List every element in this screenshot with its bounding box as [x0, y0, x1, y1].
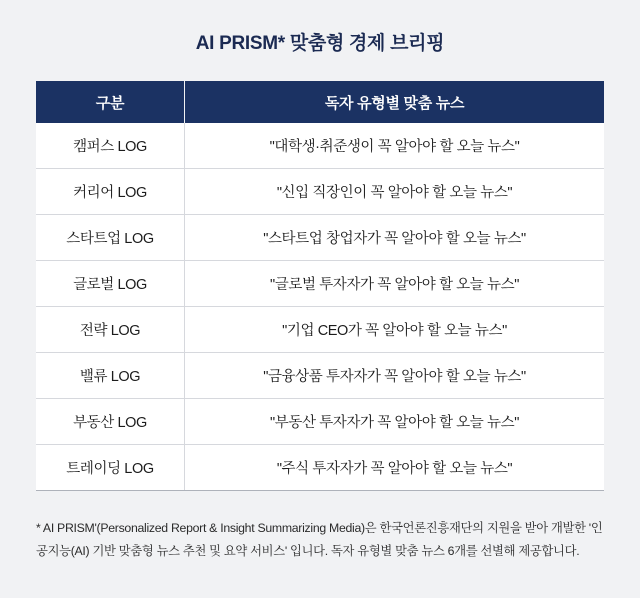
cell-category: 스타트업 LOG — [36, 215, 185, 261]
table-row — [36, 307, 604, 353]
table-row — [36, 399, 604, 445]
table-row — [36, 215, 604, 261]
cell-category: 트레이딩 LOG — [36, 445, 185, 491]
cell-category: 글로벌 LOG — [36, 261, 185, 307]
cell-news: "부동산 투자자가 꼭 알아야 할 오늘 뉴스" — [185, 399, 605, 445]
cell-news: "기업 CEO가 꼭 알아야 할 오늘 뉴스" — [185, 307, 605, 353]
cell-category: 캠퍼스 LOG — [36, 123, 185, 169]
table-row — [36, 261, 604, 307]
cell-category: 밸류 LOG — [36, 353, 185, 399]
table-row — [36, 169, 604, 215]
cell-news: "글로벌 투자자가 꼭 알아야 할 오늘 뉴스" — [185, 261, 605, 307]
table-header-row — [36, 81, 604, 123]
cell-category: 전략 LOG — [36, 307, 185, 353]
column-header-category: 구분 — [36, 81, 185, 123]
table-row — [36, 445, 604, 491]
cell-news: "대학생·취준생이 꼭 알아야 할 오늘 뉴스" — [185, 123, 605, 169]
page-title: AI PRISM* 맞춤형 경제 브리핑 — [195, 33, 445, 54]
briefing-table — [36, 81, 604, 491]
column-header-news: 독자 유형별 맞춤 뉴스 — [185, 81, 605, 123]
table-body — [36, 123, 604, 491]
cell-category: 부동산 LOG — [36, 399, 185, 445]
table-row — [36, 353, 604, 399]
table-header — [36, 81, 604, 123]
footnote: * AI PRISM'(Personalized Report & Insight Summarizing Media)은 한국언론진흥재단의 지원을 받아 개발한 '인공지능(AI) 기반 맞춤형 뉴스 추천 및 요약 서비스' 입니다. 독자 유형별 맞춤 뉴스 6개를 선별해 제공합니다. — [36, 521, 603, 558]
cell-news: "주식 투자자가 꼭 알아야 할 오늘 뉴스" — [185, 445, 605, 491]
cell-category: 커리어 LOG — [36, 169, 185, 215]
cell-news: "스타트업 창업자가 꼭 알아야 할 오늘 뉴스" — [185, 215, 605, 261]
cell-news: "신입 직장인이 꼭 알아야 할 오늘 뉴스" — [185, 169, 605, 215]
table-row — [36, 123, 604, 169]
cell-news: "금융상품 투자자가 꼭 알아야 할 오늘 뉴스" — [185, 353, 605, 399]
